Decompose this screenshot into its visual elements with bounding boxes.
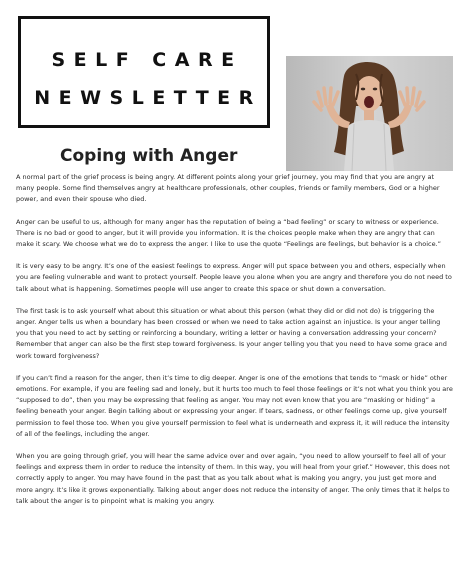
article-body xyxy=(16,172,454,518)
woman-screaming-photo xyxy=(286,56,453,171)
article-paragraph-6: When you are going through grief, you will hear the same advice over and over again, “you need to allow yourself to feel all of your feelings and express them in order to reduce the intensity of them. In this way, you will heal from your grief.” However, this does not correctly apply to anger. You may have found in the past that as you talk about what is making you angry, you just get more and more angry. It’s like it grows exponentially. Talking about anger does not reduce the intensity of anger. The only times that it helps to talk about the anger is to pinpoint what is making you angry. xyxy=(16,452,450,505)
article-paragraph-1: A normal part of the grief process is being angry. At different points along your grief journey, you may find that you are angry at many people. Some find themselves angry at healthcare professionals, other couples, friends or family members, God or a higher power, and even their spouse who died. xyxy=(16,173,440,204)
photo-illustration xyxy=(286,56,453,171)
article-paragraph-4: The first task is to ask yourself what about this situation or what about this person (what they did or did not do) is triggering the anger. Anger tells us when a boundary has been crossed or when we need to take action against an injustice. Is your anger telling you that you need to act by setting or reinforcing a boundary, writing a letter or having a conversation addressing your concern? Remember that anger can also be the first step toward forgiveness. Is your anger telling you that you need to have some grace and work toward forgiveness? xyxy=(16,306,447,360)
article-paragraph-3: It is very easy to be angry. It’s one of the easiest feelings to express. Anger will put space between you and others, especially when you are feeling vulnerable and want to protect yourself. People leave you alone when you are angry and therefore you do not need to talk about what is happening. Sometimes people will use anger to create this space or shut down a conversation. xyxy=(16,262,452,293)
article-paragraph-5: If you can’t find a reason for the anger, then it’s time to dig deeper. Anger is one of the emotions that tends to “mask or hide” other emotions. For example, if you are feeling sad and lonely, but it hurts too much to feel those feelings or it’s not what you think you are “supposed to do”, then you may be expressing that feeling as anger. You may not even know that you are “masking or hiding” a feeling beneath your anger. Begin talking about or expressing your anger. If tears, sadness, or other feelings come up, give yourself permission to feel those too. When you give yourself permission to feel what is underneath and express it, it will reduce the intensity of all of the feelings, including the anger. xyxy=(16,373,453,438)
masthead-title-line2: NEWSLETTER xyxy=(34,87,262,109)
newsletter-masthead xyxy=(18,16,270,128)
article-paragraph-2: Anger can be useful to us, although for many anger has the reputation of being a “bad feeling” or scary to witness or experience. There is no bad or good to anger, but it will provide you information. It is the choices people make when they are angry that can make it scary. We choose what we do to express the anger. I like to use the quote “Feelings are feelings, but behavior is a choice.” xyxy=(16,217,442,249)
masthead-title-line1: SELF CARE xyxy=(51,49,243,71)
article-heading: Coping with Anger xyxy=(60,146,238,166)
